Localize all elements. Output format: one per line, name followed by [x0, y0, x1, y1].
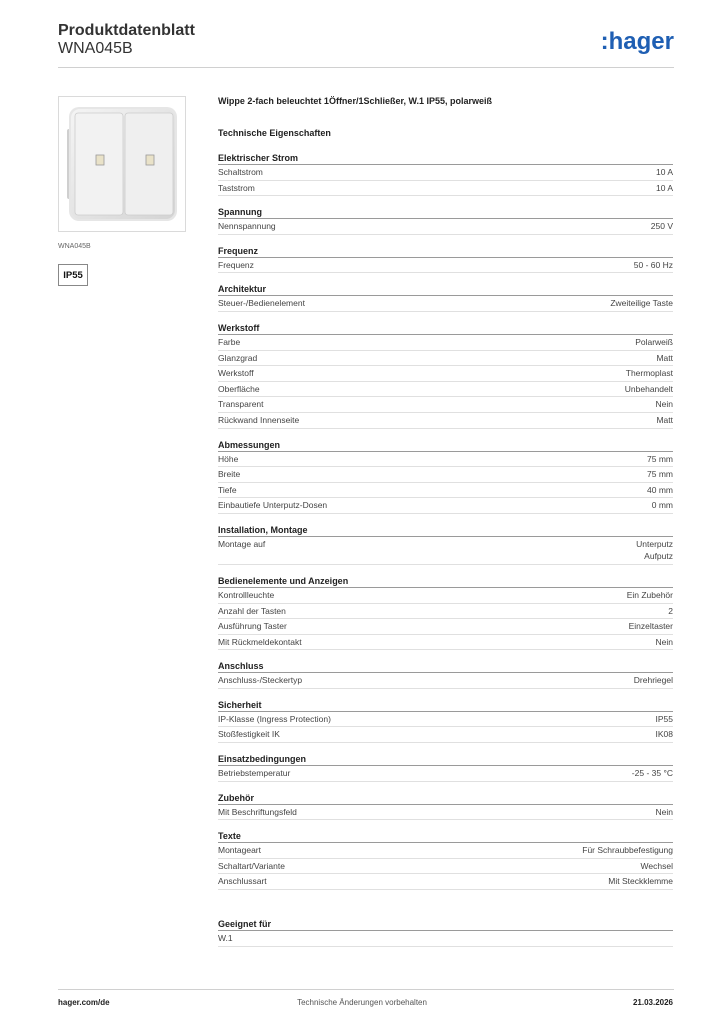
spec-section — [218, 792, 673, 821]
header-divider — [58, 67, 674, 68]
spec-row — [218, 335, 673, 351]
spec-section — [218, 660, 673, 689]
spec-section — [218, 245, 673, 274]
spec-value: Nein — [655, 806, 673, 817]
spec-label: Ausführung Taster — [218, 621, 287, 632]
spec-label: Anschluss-/Steckertyp — [218, 675, 303, 686]
spec-section — [218, 753, 673, 782]
spec-row — [218, 805, 673, 821]
spec-row — [218, 219, 673, 235]
document-header — [58, 22, 674, 66]
section-title: Zubehör — [218, 792, 673, 805]
spec-value: Nein — [655, 399, 673, 410]
spec-label: Anzahl der Tasten — [218, 605, 286, 616]
hager-logo — [584, 28, 674, 54]
spec-label: Taststrom — [218, 182, 255, 193]
spec-value: 75 mm — [647, 453, 673, 464]
spec-label: Höhe — [218, 453, 239, 464]
spec-row — [218, 635, 673, 651]
spec-label: Nennspannung — [218, 221, 276, 232]
spec-row — [218, 859, 673, 875]
spec-row — [218, 604, 673, 620]
spec-value: Für Schraubbefestigung — [582, 845, 673, 856]
spec-row — [218, 673, 673, 689]
spec-value: 75 mm — [647, 469, 673, 480]
spec-row — [218, 874, 673, 890]
spec-value: Unterputz Aufputz — [636, 538, 673, 562]
spec-label: Glanzgrad — [218, 352, 258, 363]
spec-section — [218, 918, 673, 947]
spec-value: Wechsel — [640, 860, 673, 871]
spec-value: Ein Zubehör — [626, 589, 673, 600]
footer-note: Technische Änderungen vorbehalten — [297, 998, 427, 1007]
spec-row — [218, 351, 673, 367]
spec-section — [218, 152, 673, 196]
spec-row — [218, 258, 673, 274]
spec-row — [218, 588, 673, 604]
spec-label: Frequenz — [218, 259, 254, 270]
spec-label: Mit Beschriftungsfeld — [218, 806, 297, 817]
spec-value: IK08 — [655, 729, 673, 740]
spec-row — [218, 181, 673, 197]
section-title: Texte — [218, 830, 673, 843]
ip-rating-badge: IP55 — [58, 264, 88, 286]
spec-label: IP-Klasse (Ingress Protection) — [218, 713, 331, 724]
spec-value: -25 - 35 °C — [631, 768, 673, 779]
section-spacer — [218, 890, 673, 908]
spec-label: Rückwand Innenseite — [218, 414, 300, 425]
spec-label: Mit Rückmeldekontakt — [218, 636, 302, 647]
section-title: Elektrischer Strom — [218, 152, 673, 165]
rocker-switch-illustration — [59, 97, 185, 231]
technical-properties-heading: Technische Eigenschaften — [218, 128, 331, 138]
section-title: Werkstoff — [218, 322, 673, 335]
section-title: Frequenz — [218, 245, 673, 258]
spec-row — [218, 382, 673, 398]
footer-divider — [58, 989, 674, 990]
spec-label: Schaltstrom — [218, 167, 263, 177]
spec-label: Einbautiefe Unterputz-Dosen — [218, 500, 328, 511]
svg-text::hager: :hager — [600, 28, 674, 54]
spec-label: Transparent — [218, 399, 264, 410]
spec-section — [218, 206, 673, 235]
spec-label: Betriebstemperatur — [218, 768, 291, 779]
spec-label: Steuer-/Bedienelement — [218, 298, 305, 309]
spec-section — [218, 575, 673, 650]
spec-label: Farbe — [218, 336, 241, 347]
spec-label: Anschlussart — [218, 876, 267, 887]
spec-row — [218, 483, 673, 499]
section-title: Abmessungen — [218, 439, 673, 452]
spec-label: Breite — [218, 469, 241, 480]
section-title: Installation, Montage — [218, 524, 673, 537]
specification-content — [218, 96, 673, 947]
spec-section — [218, 830, 673, 890]
section-title: Spannung — [218, 206, 673, 219]
spec-row — [218, 452, 673, 468]
spec-value: 0 mm — [651, 500, 673, 511]
spec-row — [218, 467, 673, 483]
spec-section — [218, 283, 673, 312]
spec-label: Schaltart/Variante — [218, 860, 285, 871]
spec-label: Tiefe — [218, 484, 237, 495]
spec-sections — [218, 152, 673, 947]
spec-value: 50 - 60 Hz — [633, 259, 673, 270]
spec-value: Zweiteilige Taste — [610, 298, 673, 309]
spec-row — [218, 619, 673, 635]
spec-row — [218, 165, 673, 181]
spec-section — [218, 322, 673, 429]
spec-value: Polarweiß — [635, 336, 673, 347]
spec-value: Drehriegel — [633, 675, 673, 686]
spec-value: IP55 — [655, 713, 673, 724]
spec-label: W.1 — [218, 933, 233, 944]
spec-value: Matt — [656, 352, 673, 363]
spec-section — [218, 699, 673, 743]
spec-section — [218, 439, 673, 514]
spec-label: Kontrollleuchte — [218, 589, 275, 600]
spec-row — [218, 843, 673, 859]
spec-value: Matt — [656, 414, 673, 425]
spec-value: 40 mm — [647, 484, 673, 495]
spec-label: Oberfläche — [218, 383, 260, 394]
spec-row — [218, 537, 673, 565]
spec-value: Einzeltaster — [628, 621, 673, 632]
section-title: Geeignet für — [218, 918, 673, 931]
article-number: WNA045B — [58, 40, 133, 57]
spec-row — [218, 931, 673, 947]
spec-value: Unbehandelt — [624, 383, 673, 394]
image-caption: WNA045B — [58, 243, 91, 250]
spec-row — [218, 498, 673, 514]
spec-label: Montage auf — [218, 538, 266, 549]
spec-value: 250 V — [650, 221, 673, 232]
spec-value: 10 A — [655, 182, 673, 193]
spec-value: Nein — [655, 636, 673, 647]
spec-row — [218, 413, 673, 429]
document-title: Produktdatenblatt — [58, 22, 195, 39]
spec-row — [218, 397, 673, 413]
spec-row — [218, 712, 673, 728]
section-title: Architektur — [218, 283, 673, 296]
footer-date: 21.03.2026 — [632, 998, 673, 1007]
spec-row — [218, 766, 673, 782]
spec-row — [218, 366, 673, 382]
spec-row — [218, 727, 673, 743]
spec-value: 2 — [668, 605, 673, 616]
spec-value: Mit Steckklemme — [608, 876, 673, 887]
product-description: Wippe 2-fach beleuchtet 1Öffner/1Schließer, W.1 IP55, polarweiß — [218, 96, 492, 106]
spec-value: Thermoplast — [625, 368, 673, 379]
section-title: Bedienelemente und Anzeigen — [218, 575, 673, 588]
spec-label: Werkstoff — [218, 368, 254, 379]
spec-label: Stoßfestigkeit IK — [218, 729, 280, 740]
spec-row — [218, 296, 673, 312]
section-title: Einsatzbedingungen — [218, 753, 673, 766]
section-title: Anschluss — [218, 660, 673, 673]
spec-section — [218, 524, 673, 565]
section-title: Sicherheit — [218, 699, 673, 712]
footer-website[interactable]: hager.com/de — [58, 998, 110, 1007]
spec-value: 10 A — [655, 167, 673, 177]
product-image — [58, 96, 186, 232]
spec-label: Montageart — [218, 845, 261, 856]
